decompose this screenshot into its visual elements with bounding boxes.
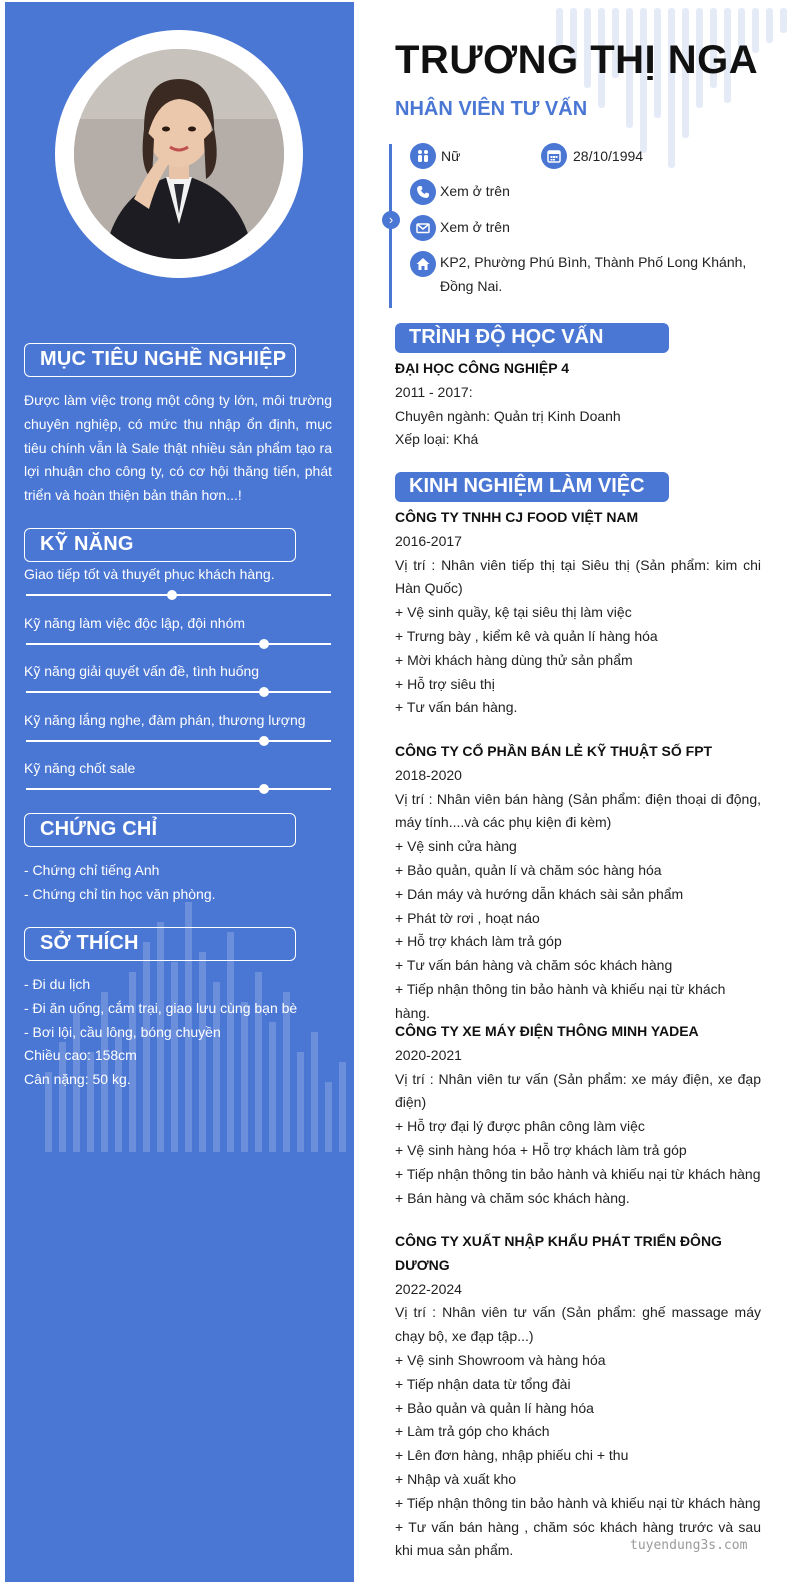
hobbies-list [24,973,332,1092]
skill-level-bar [26,643,331,645]
gender-value: Nữ [441,148,461,164]
decorative-stripes [548,8,793,168]
job-duty: + Hỗ trợ khách làm trả góp [395,933,562,950]
job-duty: + Bảo quản, quản lí và chăm sóc hàng hóa [395,861,662,878]
objective-text: Được làm việc trong một công ty lớn, môi trường chuyên nghiệp, có mức thu nhập ổn định, mục tiêu chính vẫn là Sale thật nhiều sản phẩm tạo ra lợi nhuận cho công ty, có cơ hội thăng tiến, phát triển và hoàn thiện bản thân hơn...! [24,392,332,504]
job-duty: + Tiếp nhận thông tin bảo hành và khiếu nại từ khách hàng. [395,980,726,1021]
job-duty: + Tư vấn bán hàng và chăm sóc khách hàng [395,957,673,974]
job-duty: + Hỗ trợ siêu thị [395,675,495,692]
education-years: 2011 - 2017: [395,383,473,400]
certificate-item: - Chứng chỉ tiếng Anh [24,862,160,878]
certificate-item: - Chứng chỉ tin học văn phòng. [24,885,216,902]
job-company: CÔNG TY TNHH CJ FOOD VIỆT NAM [395,509,639,525]
education-header [395,323,669,353]
job-duty: + Hỗ trợ đại lý được phân công làm việc [395,1118,645,1135]
hobby-item: - Bơi lội, cầu lông, bóng chuyền [24,1023,221,1040]
job-entry [395,740,761,1026]
job-entry [395,1230,761,1563]
job-duty: + Vệ sinh Showroom và hàng hóa [395,1351,606,1368]
skill-level-marker [259,784,269,794]
hobbies-header [24,927,296,961]
job-period: 2018-2020 [395,766,462,783]
phone-icon [410,179,436,205]
education-grade: Xếp loại: Khá [395,431,479,448]
address-value [440,251,760,299]
job-duty: + Nhập và xuất kho [395,1470,517,1487]
address-line-2: Đồng Nai. [440,277,503,294]
school-name: ĐẠI HỌC CÔNG NGHIỆP 4 [395,360,569,376]
hobbies-title: SỞ THÍCH [40,932,139,954]
job-entry [395,506,761,720]
skill-level-bar [26,740,331,742]
skill-label: Giao tiếp tốt và thuyết phục khách hàng. [24,566,275,582]
job-company: CÔNG TY XE MÁY ĐIỆN THÔNG MINH YADEA [395,1023,699,1039]
certificates-list [24,859,332,907]
job-duty: + Vệ sinh quầy, kệ tại siêu thị làm việc [395,604,632,621]
hobby-item: - Đi ăn uống, cắm trại, giao lưu cùng bạn bè [24,999,298,1016]
skill-level-marker [259,736,269,746]
job-period: 2016-2017 [395,532,462,549]
skill-label: Kỹ năng làm việc độc lập, đội nhóm [24,614,246,631]
job-position: Vị trí : Nhân viên bán hàng (Sản phẩm: điện thoại di động, máy tính....và các phụ kiện đi kèm) [395,790,761,831]
hobby-item: - Đi du lịch [24,976,91,992]
job-duty: + Tiếp nhận thông tin bảo hành và khiếu nại từ khách hàng [395,1494,761,1511]
job-duty: + Lên đơn hàng, nhập phiếu chi + thu [395,1447,629,1464]
candidate-role: NHÂN VIÊN TƯ VẤN [395,98,588,120]
avatar [74,49,284,259]
people-icon [410,143,436,169]
job-duty: + Bán hàng và chăm sóc khách hàng. [395,1189,630,1206]
job-duty: + Vệ sinh hàng hóa + Hỗ trợ khách làm trả góp [395,1141,687,1158]
job-company: CÔNG TY XUẤT NHẬP KHẨU PHÁT TRIỂN ĐÔNG DƯƠNG [395,1233,722,1273]
job-duty: + Mời khách hàng dùng thử sản phẩm [395,651,633,668]
weight-info: Cân nặng: 50 kg. [24,1071,131,1088]
job-position: Vị trí : Nhân viên tiếp thị tại Siêu thị (Sản phẩm: kim chi Hàn Quốc) [395,556,761,597]
job-period: 2022-2024 [395,1280,462,1297]
job-duty: + Phát tờ rơi , hoạt náo [395,909,540,926]
skills-header [24,528,296,562]
job-position: Vị trí : Nhân viên tư vấn (Sản phẩm: ghế massage máy chạy bộ, xe đạp tập...) [395,1304,761,1345]
skill-level-marker [259,639,269,649]
job-company: CÔNG TY CỔ PHẦN BÁN LẺ KỸ THUẬT SỐ FPT [395,743,713,759]
job-duty: + Tư vấn bán hàng. [395,699,518,716]
education-major: Chuyên ngành: Quản trị Kinh Doanh [395,407,621,424]
job-duty: + Vệ sinh cửa hàng [395,838,517,855]
skill-level-bar [26,691,331,693]
email-value: Xem ở trên [440,219,510,235]
chevron-right-icon: › [382,211,400,229]
job-period: 2020-2021 [395,1046,462,1063]
home-icon [410,251,436,277]
job-duty: + Dán máy và hướng dẫn khách sài sản phẩm [395,885,684,902]
skills-title: KỸ NĂNG [40,533,134,555]
education-title: TRÌNH ĐỘ HỌC VẤN [409,326,604,348]
job-duty: + Trưng bày , kiểm kê và quản lí hàng hóa [395,627,658,644]
height-info: Chiều cao: 158cm [24,1047,137,1064]
education-block [395,357,761,452]
skill-label: Kỹ năng lắng nghe, đàm phán, thương lượng [24,711,306,728]
job-duty: + Tiếp nhận data từ tổng đài [395,1375,571,1392]
phone-value: Xem ở trên [440,183,510,199]
job-entry [395,1020,761,1210]
certificates-header [24,813,296,847]
job-position: Vị trí : Nhân viên tư vấn (Sản phẩm: xe máy điện, xe đạp điện) [395,1070,761,1111]
skill-level-bar [26,788,331,790]
skill-level-marker [259,687,269,697]
experience-header [395,472,669,502]
job-duty: + Tư vấn bán hàng , chăm sóc khách hàng trước và sau khi mua sản phẩm. [395,1518,761,1559]
experience-title: KINH NGHIỆM LÀM VIỆC [409,475,645,497]
skill-label: Kỹ năng chốt sale [24,760,136,776]
watermark: tuyendung3s.com [630,1538,748,1553]
address-line-1: KP2, Phường Phú Bình, Thành Phố Long Khánh, [440,254,747,270]
objective-title: MỤC TIÊU NGHỀ NGHIỆP [40,348,287,370]
job-duty: + Bảo quản và quản lí hàng hóa [395,1399,594,1416]
skill-level-bar [26,594,331,596]
job-duty: + Tiếp nhận thông tin bảo hành và khiếu nại từ khách hàng [395,1165,761,1182]
candidate-name: TRƯƠNG THỊ NGA [395,38,759,82]
skill-label: Kỹ năng giải quyết vấn đề, tình huống [24,663,260,679]
objective-header [24,343,296,377]
dob-value: 28/10/1994 [573,148,644,164]
envelope-icon [410,215,436,241]
certificates-title: CHỨNG CHỈ [40,818,158,840]
calendar-icon [541,143,567,169]
job-duty: + Làm trả góp cho khách [395,1423,550,1440]
